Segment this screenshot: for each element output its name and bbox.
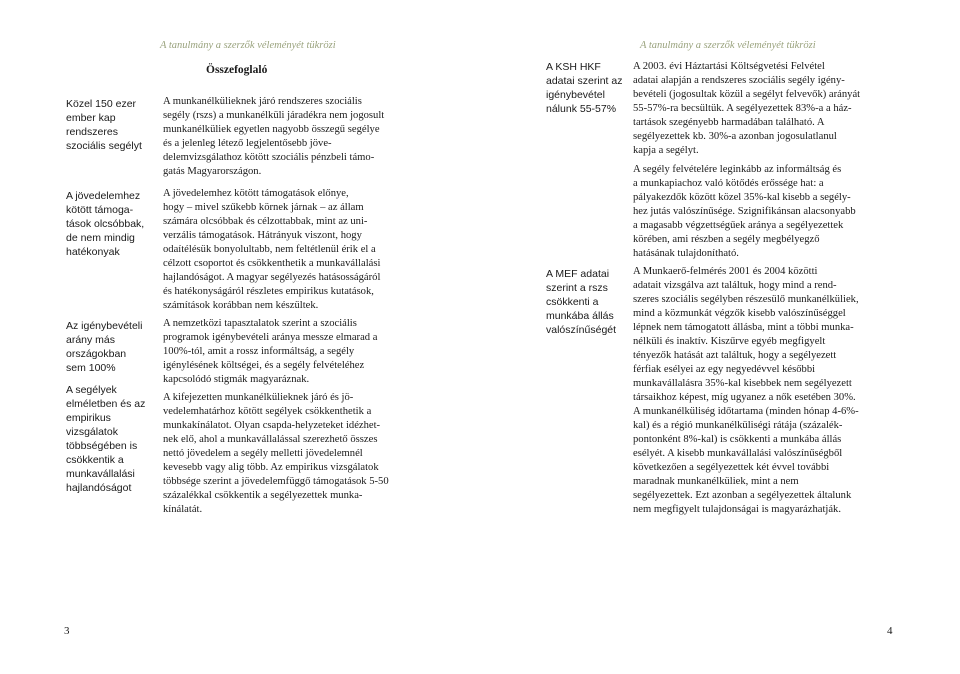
paragraph: A munkanélkülieknek járó rendszeres szociális segély (rszs) a munkanélküli járadékra nem jogosult munkanélküliek egyetlen nagyobb összegű segélye és a jelenleg létező legjelentősebb jöve- delemvizsgálathoz kötött szociális pénzbeli támo- gatás Magyarországon.	[163, 96, 385, 177]
right-page	[480, 0, 960, 674]
margin-note-3: Az igénybevételi arány más országokban sem 100%	[66, 320, 143, 374]
paragraph: A nemzetközi tapasztalatok szerint a szociális programok igénybevételi aránya messze elmarad a 100%-tól, amit a rossz informáltság, a segély igénylésének költségei, és a segély felvételéhez kapcsolódó stigmák magyaráznak.	[163, 318, 378, 385]
paragraph: A 2003. évi Háztartási Költségvetési Felvétel adatai alapján a rendszeres szociális segély igény- bevételi (jogosultak közül a segélyt felvevők) arányát 55-57%-ra becsültük. A segélyezettek 83%-a a ház- tartások szegényebb harmadában található. A segélyezettek kb. 30%-a azonban jogosulatlanul kapja a segélyt.	[633, 61, 861, 156]
page-number-right: 4	[887, 625, 893, 637]
margin-note-1: Közel 150 ezer ember kap rendszeres szociális segélyt	[66, 98, 142, 152]
paragraph: A segély felvételére leginkább az informáltság és a munkapiachoz való kötődés erőssége hat: a pályakezdők között közel 35%-kal kisebb a segély- hez jutás valószínűsége. Szignifikánsan alacsonyabb a magasabb végzettségűek aránya a segélyezettek körében, ami részben a segély megbélyegző hatásának tulajdonítható.	[633, 164, 856, 259]
section-title: Összefoglaló	[206, 64, 268, 76]
paragraph: A kifejezetten munkanélkülieknek járó és jö- vedelemhatárhoz kötött segélyek csökkenthetik a munkakínálatot. Olyan csapda-helyzeteket idézhet- nek elő, ahol a munkavállalással szerezhető összes nettó jövedelem a segély melletti jövedelemnél kevesebb vagy alig több. Az empirikus vizsgálatok többsége szerint a jövedelemfüggő támogatások 5-50 százalékkal csökkentik a segélyezettek munka- kínálatát.	[163, 392, 389, 515]
margin-note-2: A jövedelemhez kötött támoga- tások olcsóbbak, de nem mindig hatékonyak	[66, 190, 145, 258]
margin-note-4: A segélyek elméletben és az empirikus vizsgálatok többségében is csökkentik a munkavállalási hajlandóságot	[66, 384, 146, 494]
running-header-left: A tanulmány a szerzők véleményét tükrözi	[160, 40, 336, 51]
page-number-left: 3	[64, 625, 70, 637]
running-header-right: A tanulmány a szerzők véleményét tükrözi	[640, 40, 816, 51]
margin-note-mef: A MEF adatai szerint a rszs csökkenti a munkába állás valószínűségét	[546, 268, 617, 336]
paragraph: A Munkaerő-felmérés 2001 és 2004 közötti adatait vizsgálva azt találtuk, hogy mind a rend- szeres szociális segélyben részesülő munkanélküliek, mind a közmunkát végzők kisebb valószínűséggel lépnek nem támogatott állásba, mint a többi munka- nélküli és inaktív. Kiszűrve egyéb megfigyelt tényezők hatását azt találtuk, hogy a segélyezett férfiak esélyei az egy negyedévvel későbbi munkavállalásra 35%-kal kisebbek nem segélyezett társaikhoz képest, míg ugyanez a nők esetében 30%. A munkanélküliség időtartama (minden hónap 4-6%- kal) és a régió munkanélküliségi rátája (százalék- pontonként 8%-kal) is csökkenti a munkába állás esélyét. A kisebb munkavállalási valószínűségből következően a segélyezettek két évvel további maradnak munkanélküliek, mint a nem segélyezettek. Ezt azonban a segélyezettek általunk nem megfigyelt tulajdonságai is magyarázhatják.	[633, 266, 859, 515]
paragraph: A jövedelemhez kötött támogatások előnye, hogy – mivel szűkebb körnek járnak – az állam számára olcsóbbak és célzottabbak, mint az uni- verzális támogatások. Hátrányuk viszont, hogy odaítélésük bonyolultabb, nem feltétlenül érik el a célzott csoportot és csökkenthetik a munkavállalási hajlandóságot. A magyar segélyezés hatásosságáról és hatékonyságáról részletes empirikus kutatások, számítások korábban nem készültek.	[163, 188, 381, 311]
margin-note-ksh: A KSH HKF adatai szerint az igénybevétel nálunk 55-57%	[546, 61, 623, 115]
